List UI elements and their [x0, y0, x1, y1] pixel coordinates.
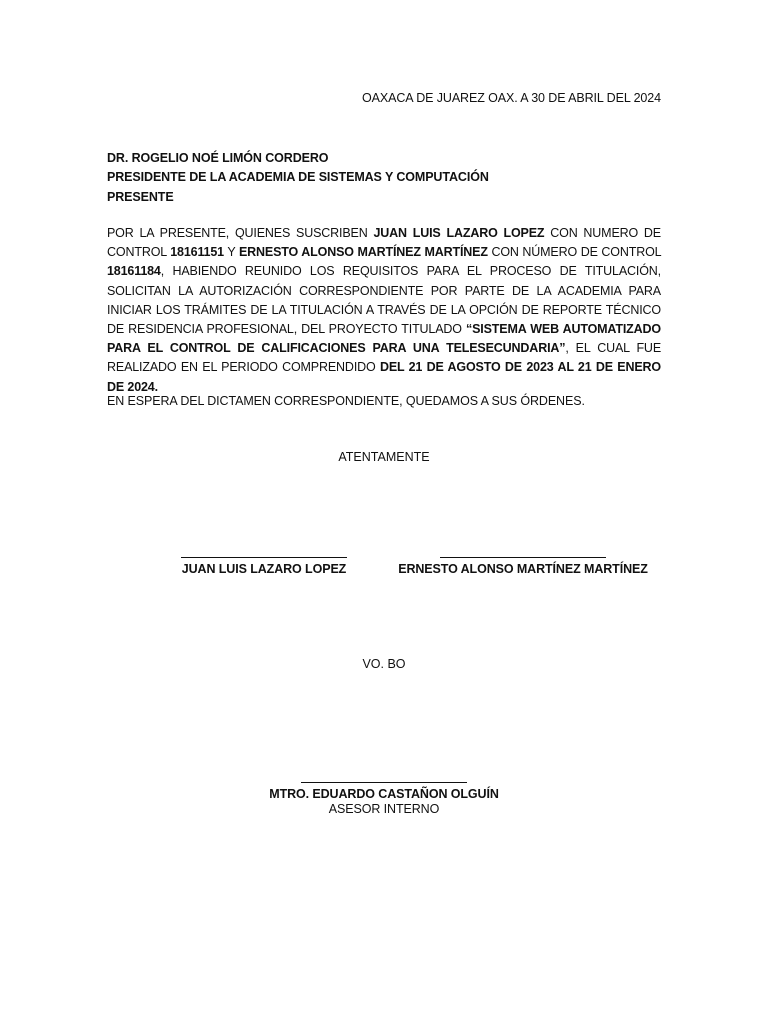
- body-text-5: , HABIENDO REUNIDO LOS REQUISITOS PARA EL PROCESO DE TITULACIÓN, SOLICITAN LA AUTORIZACIÓN CORRESPONDIENTE POR PARTE DE LA ACADEMIA PARA INICIAR LOS TRÁMITES DE LA TITULACIÓN A TRAVÉS DE LA OPCIÓN DE REPORTE TÉCNICO DE RESIDENCIA PROFESIONAL, DEL PROYECTO TITULADO: [107, 264, 661, 337]
- body-text-3: Y: [223, 245, 239, 260]
- project-period: DEL 21 DE AGOSTO DE 2023 AL 21 DE ENERO DE 2024.: [107, 360, 662, 394]
- student2-control-number: 18161184: [107, 264, 161, 279]
- signature-line: [301, 782, 467, 783]
- approval-label: VO. BO: [362, 657, 406, 671]
- sign-off: ATENTAMENTE: [338, 450, 430, 464]
- student1-control-number: 18161151: [170, 245, 224, 260]
- signature-advisor: [234, 770, 534, 816]
- signature-name: JUAN LUIS LAZARO LOPEZ: [181, 562, 347, 576]
- recipient-block: [107, 149, 489, 207]
- signature-line: [181, 557, 347, 558]
- body-paragraph: [107, 224, 661, 397]
- project-title: “SISTEMA WEB AUTOMATIZADO PARA EL CONTROL DE CALIFICACIONES PARA UNA TELESECUNDARIA”: [107, 322, 661, 356]
- signature-student2: [384, 545, 662, 576]
- student2-name: ERNESTO ALONSO MARTÍNEZ MARTÍNEZ: [238, 245, 488, 260]
- signature-line: [440, 557, 606, 558]
- body-text-4: CON NÚMERO DE CONTROL: [487, 245, 661, 260]
- body-text-1: POR LA PRESENTE, QUIENES SUSCRIBEN: [107, 226, 374, 240]
- recipient-position: PRESIDENTE DE LA ACADEMIA DE SISTEMAS Y COMPUTACIÓN: [107, 170, 489, 185]
- body-text-6: , EL CUAL FUE REALIZADO EN EL PERIODO COMPRENDIDO: [107, 341, 661, 375]
- place-date-line: OAXACA DE JUAREZ OAX. A 30 DE ABRIL DEL 2024: [362, 91, 661, 105]
- recipient-name: DR. ROGELIO NOÉ LIMÓN CORDERO: [107, 151, 329, 165]
- signature-name: ERNESTO ALONSO MARTÍNEZ MARTÍNEZ: [398, 562, 648, 576]
- body-text-2: CON NUMERO DE CONTROL: [107, 226, 661, 260]
- student1-name: JUAN LUIS LAZARO LOPEZ: [373, 226, 545, 240]
- closing-paragraph: EN ESPERA DEL DICTAMEN CORRESPONDIENTE, QUEDAMOS A SUS ÓRDENES.: [107, 394, 585, 408]
- recipient-salutation: PRESENTE: [107, 189, 174, 204]
- signature-student1: [170, 545, 358, 576]
- advisor-name: MTRO. EDUARDO CASTAÑON OLGUÍN: [269, 787, 499, 801]
- advisor-role: ASESOR INTERNO: [328, 802, 440, 816]
